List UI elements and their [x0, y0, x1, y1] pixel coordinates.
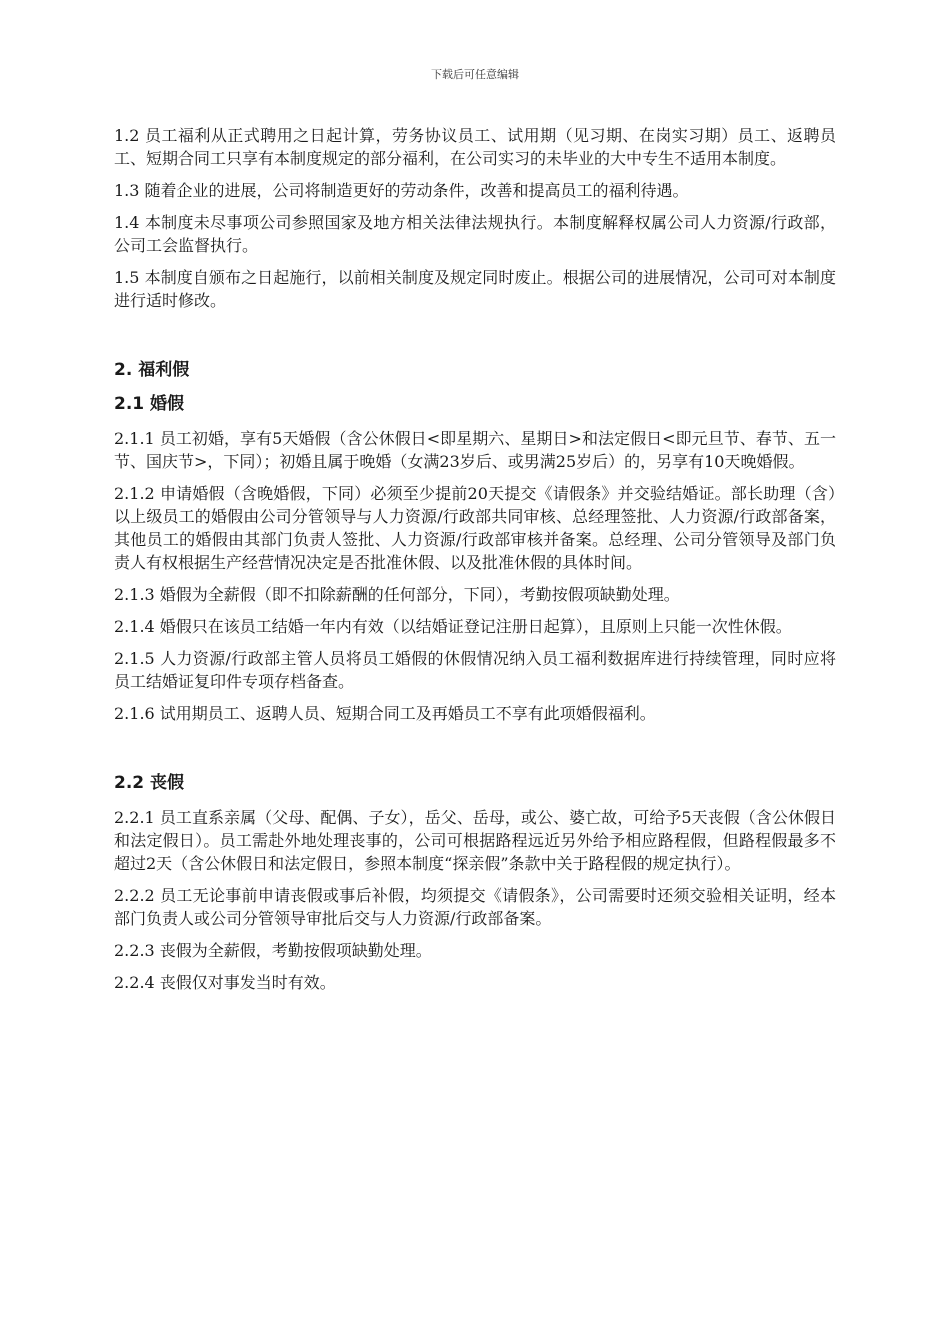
- paragraph-2-1-6: 2.1.6 试用期员工、返聘人员、短期合同工及再婚员工不享有此项婚假福利。: [114, 704, 656, 723]
- section-spacer: [114, 321, 836, 359]
- paragraph-2-1-1: 2.1.1 员工初婚，享有5天婚假（含公休假日<即星期六、星期日>和法定假日<即元旦节、春节、五一节、国庆节>，下同）；初婚且属于晚婚（女满23岁后、或男满25岁后）的，另享有10天晚婚假。: [114, 429, 836, 471]
- paragraph-2-2-4: 2.2.4 丧假仅对事发当时有效。: [114, 973, 336, 992]
- paragraph-2-1-2: 2.1.2 申请婚假（含晚婚假，下同）必须至少提前20天提交《请假条》并交验结婚证。部长助理（含）以上级员工的婚假由公司分管领导与人力资源/行政部共同审核、总经理签批、人力资源/行政部备案，其他员工的婚假由其部门负责人签批、人力资源/行政部审核并备案。总经理、公司分管领导及部门负责人有权根据生产经营情况决定是否批准休假、以及批准休假的具体时间。: [114, 484, 836, 572]
- paragraph-1-5: 1.5 本制度自颁布之日起施行，以前相关制度及规定同时废止。根据公司的进展情况，公司可对本制度进行适时修改。: [114, 268, 836, 310]
- paragraph-1-2: 1.2 员工福利从正式聘用之日起计算，劳务协议员工、试用期（见习期、在岗实习期）员工、返聘员工、短期合同工只享有本制度规定的部分福利，在公司实习的未毕业的大中专生不适用本制度。: [114, 126, 836, 168]
- paragraph-2-2-2: 2.2.2 员工无论事前申请丧假或事后补假，均须提交《请假条》，公司需要时还须交验相关证明，经本部门负责人或公司分管领导审批后交与人力资源/行政部备案。: [114, 886, 836, 928]
- paragraph-1-4: 1.4 本制度未尽事项公司参照国家及地方相关法律法规执行。本制度解释权属公司人力资源/行政部，公司工会监督执行。: [114, 213, 836, 255]
- paragraph-2-2-1: 2.2.1 员工直系亲属（父母、配偶、子女），岳父、岳母，或公、婆亡故，可给予5天丧假（含公休假日和法定假日）。员工需赴外地处理丧事的，公司可根据路程远近另外给予相应路程假，但路程假最多不超过2天（含公休假日和法定假日，参照本制度“探亲假”条款中关于路程假的规定执行）。: [114, 808, 836, 873]
- document-body: [114, 124, 836, 1003]
- section-spacer: [114, 734, 836, 772]
- paragraph-2-1-5: 2.1.5 人力资源/行政部主管人员将员工婚假的休假情况纳入员工福利数据库进行持续管理，同时应将员工结婚证复印件专项存档备查。: [114, 649, 836, 691]
- paragraph-2-1-3: 2.1.3 婚假为全薪假（即不扣除薪酬的任何部分，下同），考勤按假项缺勤处理。: [114, 585, 680, 604]
- paragraph-1-3: 1.3 随着企业的进展，公司将制造更好的劳动条件，改善和提高员工的福利待遇。: [114, 181, 689, 200]
- subsection-heading-bereavement-leave: 2.2 丧假: [114, 773, 185, 793]
- paragraph-2-2-3: 2.2.3 丧假为全薪假，考勤按假项缺勤处理。: [114, 941, 432, 960]
- section-heading-welfare-leave: 2. 福利假: [114, 360, 190, 380]
- paragraph-2-1-4: 2.1.4 婚假只在该员工结婚一年内有效（以结婚证登记注册日起算），且原则上只能一次性休假。: [114, 617, 792, 636]
- page-header: 下载后可任意编辑: [431, 68, 519, 81]
- subsection-heading-marriage-leave: 2.1 婚假: [114, 394, 185, 414]
